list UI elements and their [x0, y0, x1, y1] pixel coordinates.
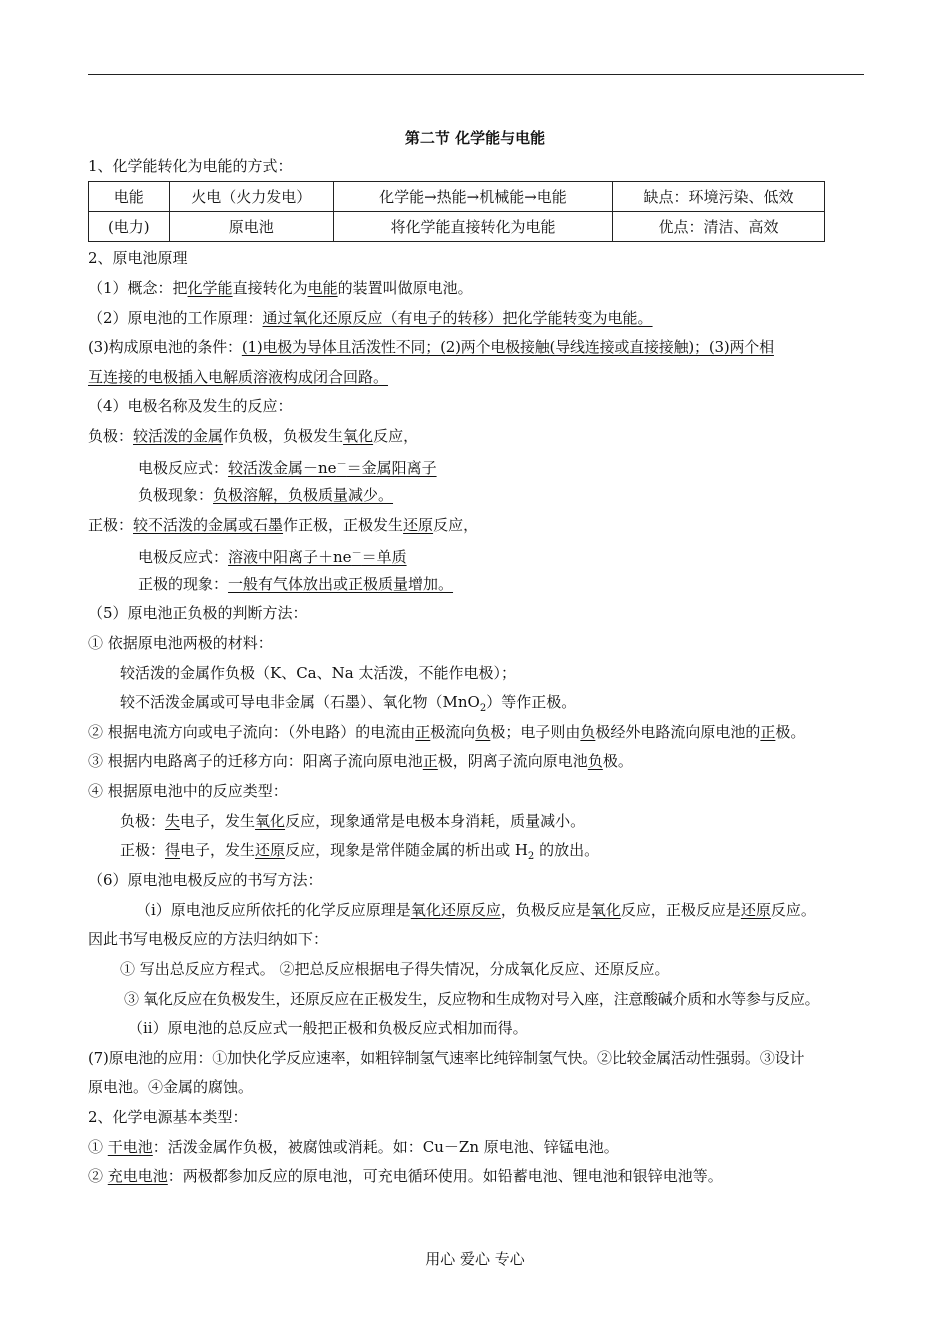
negative-phenomenon-line: 负极现象：负极溶解，负极质量减少。 — [138, 486, 394, 504]
writing-summary: 因此书写电极反应的方法归纳如下： — [88, 930, 329, 948]
negative-equation-line: 电极反应式：较活泼金属－ne－＝金属阳离子 — [138, 459, 437, 477]
rechargeable-battery-line: ② 充电电池：两极都参加反应的原电池，可充电循环使用。如铅蓄电池、锂电池和银锌电池等。 — [88, 1167, 723, 1185]
method-4: ④ 根据原电池中的反应类型： — [88, 782, 288, 800]
method-4-positive: 正极：得电子，发生还原反应，现象是常伴随金属的析出或 $H_2$ 的放出。 — [120, 841, 600, 862]
header-rule — [88, 74, 864, 75]
conditions-line: (3)构成原电池的条件：(1)电极为导体且活泼性不同；(2)两个电极接触(导线连接或直接接触)；(3)两个相 — [88, 338, 774, 356]
writing-heading: （6）原电池电极反应的书写方法： — [88, 871, 323, 889]
method-3: ③ 根据内电路离子的迁移方向：阳离子流向原电池正极，阴离子流向原电池负极。 — [88, 752, 633, 770]
heading-1: 1、化学能转化为电能的方式： — [88, 157, 293, 175]
electrode-heading: （4）电极名称及发生的反应： — [88, 397, 293, 415]
table-row — [89, 182, 825, 212]
judgment-heading: （5）原电池正负极的判断方法： — [88, 604, 308, 622]
table-cell: 电能 — [89, 182, 170, 212]
negative-electrode-line: 负极：较活泼的金属作负极，负极发生氧化反应， — [88, 427, 419, 445]
table-cell: (电力) — [89, 212, 170, 242]
writing-principle: （i）原电池反应所依托的化学反应原理是氧化还原反应，负极反应是氧化反应，正极反应是还原反应。 — [136, 901, 816, 919]
concept-line: （1）概念：把化学能直接转化为电能的装置叫做原电池。 — [88, 279, 473, 297]
heading-2: 2、原电池原理 — [88, 249, 188, 267]
table-cell: 缺点：环境污染、低效 — [613, 182, 825, 212]
page-footer: 用心 爱心 专心 — [425, 1250, 525, 1268]
conditions-line-2: 互连接的电极插入电解质溶液构成闭合回路。 — [88, 368, 389, 386]
method-1-detail: 较活泼的金属作负极（K、Ca、Na 太活泼，不能作电极）； — [120, 664, 516, 682]
method-1: ① 依据原电池两极的材料： — [88, 634, 273, 652]
table-cell: 原电池 — [169, 212, 333, 242]
table-cell: 火电（火力发电） — [169, 182, 333, 212]
writing-step-3: ③ 氧化反应在负极发生，还原反应在正极发生，反应物和生成物对号入座，注意酸碱介质和水等参与反应。 — [124, 990, 820, 1008]
positive-electrode-line: 正极：较不活泼的金属或石墨作正极，正极发生还原反应， — [88, 516, 479, 534]
table-cell: 化学能→热能→机械能→电能 — [333, 182, 612, 212]
section-title: 第二节 化学能与电能 — [404, 129, 546, 147]
application-line: (7)原电池的应用：①加快化学反应速率，如粗锌制氢气速率比纯锌制氢气快。②比较金属活动性强弱。③设计 — [88, 1049, 805, 1067]
table-cell: 将化学能直接转化为电能 — [333, 212, 612, 242]
method-4-negative: 负极：失电子，发生氧化反应，现象通常是电极本身消耗，质量减小。 — [120, 812, 586, 830]
table-cell: 优点：清洁、高效 — [613, 212, 825, 242]
energy-table — [88, 181, 825, 242]
principle-line: （2）原电池的工作原理：通过氧化还原反应（有电子的转移）把化学能转变为电能。 — [88, 309, 653, 327]
method-2: ② 根据电流方向或电子流向：（外电路）的电流由正极流向负极；电子则由负极经外电路流向原电池的正极。 — [88, 723, 806, 741]
positive-equation-line: 电极反应式：溶液中阳离子＋ne－＝单质 — [138, 548, 407, 566]
positive-phenomenon-line: 正极的现象：一般有气体放出或正极质量增加。 — [138, 575, 454, 593]
method-1-detail-2: 较不活泼金属或可导电非金属（石墨）、氧化物（MnO$_2$）等作正极。 — [120, 693, 577, 714]
dry-battery-line: ① 干电池：活泼金属作负极，被腐蚀或消耗。如：Cu－Zn 原电池、锌锰电池。 — [88, 1138, 619, 1156]
writing-step-1-2: ① 写出总反应方程式。 ②把总反应根据电子得失情况，分成氧化反应、还原反应。 — [120, 960, 670, 978]
table-row — [89, 212, 825, 242]
writing-total: （ii）原电池的总反应式一般把正极和负极反应式相加而得。 — [128, 1019, 528, 1037]
application-line-2: 原电池。④金属的腐蚀。 — [88, 1078, 254, 1096]
battery-types-heading: 2、化学电源基本类型： — [88, 1108, 248, 1126]
